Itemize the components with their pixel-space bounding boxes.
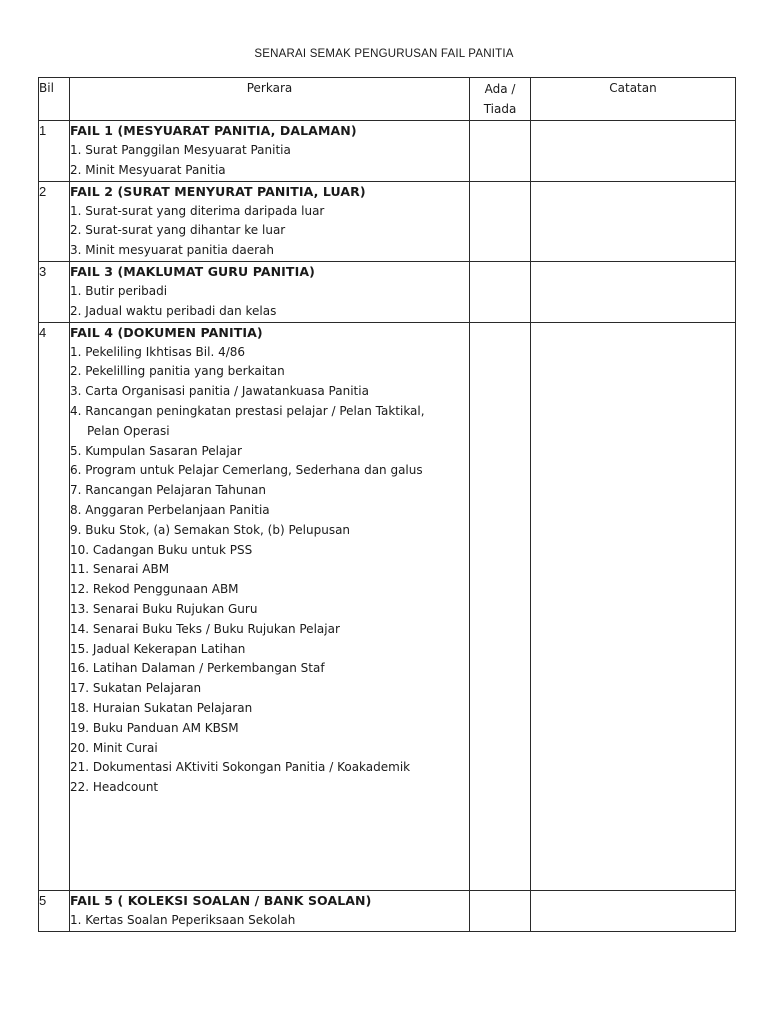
list-item: 1. Butir peribadi xyxy=(70,283,168,298)
header-ada-tiada xyxy=(470,78,531,121)
list-item: 7. Rancangan Pelajaran Tahunan xyxy=(70,483,266,498)
list-item: 1. Kertas Soalan Peperiksaan Sekolah xyxy=(70,912,296,927)
list-item: 8. Anggaran Perbelanjaan Panitia xyxy=(70,502,270,517)
list-item: 2. Minit Mesyuarat Panitia xyxy=(70,162,226,177)
list-item: 18. Huraian Sukatan Pelajaran xyxy=(70,700,253,715)
row-perkara xyxy=(70,181,470,261)
list-item: 12. Rekod Penggunaan ABM xyxy=(70,582,239,597)
catatan-cell[interactable] xyxy=(531,322,736,890)
header-catatan: Catatan xyxy=(531,78,736,121)
ada-tiada-cell[interactable] xyxy=(470,181,531,261)
row-perkara xyxy=(70,890,470,931)
list-item: 22. Headcount xyxy=(70,780,159,795)
document-title: SENARAI SEMAK PENGURUSAN FAIL PANITIA xyxy=(254,48,514,60)
list-item-continuation: Pelan Operasi xyxy=(87,423,170,438)
header-tiada-label: Tiada xyxy=(483,102,517,116)
list-item: 17. Sukatan Pelajaran xyxy=(70,681,202,696)
list-item: 1. Surat-surat yang diterima daripada luar xyxy=(70,203,325,218)
row-number: 1 xyxy=(39,121,70,182)
list-item: 10. Cadangan Buku untuk PSS xyxy=(70,542,253,557)
row-perkara xyxy=(70,261,470,322)
table-row xyxy=(39,890,736,931)
list-item: 19. Buku Panduan AM KBSM xyxy=(70,720,239,735)
list-item: 9. Buku Stok, (a) Semakan Stok, (b) Pelupusan xyxy=(70,522,351,537)
file-title: FAIL 5 ( KOLEKSI SOALAN / BANK SOALAN) xyxy=(70,892,372,908)
row-number: 4 xyxy=(39,322,70,890)
list-item: 16. Latihan Dalaman / Perkembangan Staf xyxy=(70,661,325,676)
list-item: 21. Dokumentasi AKtiviti Sokongan Panitia / Koakademik xyxy=(70,760,411,775)
table-row xyxy=(39,181,736,261)
list-item: 5. Kumpulan Sasaran Pelajar xyxy=(70,443,242,458)
table-row xyxy=(39,322,736,890)
list-item: 3. Minit mesyuarat panitia daerah xyxy=(70,243,274,258)
list-item: 2. Surat-surat yang dihantar ke luar xyxy=(70,223,286,238)
list-item: 15. Jadual Kekerapan Latihan xyxy=(70,641,246,656)
file-title: FAIL 2 (SURAT MENYURAT PANITIA, LUAR) xyxy=(70,183,366,199)
list-item: 2. Jadual waktu peribadi dan kelas xyxy=(70,303,277,318)
file-title: FAIL 3 (MAKLUMAT GURU PANITIA) xyxy=(70,263,315,279)
row-number: 3 xyxy=(39,261,70,322)
catatan-cell[interactable] xyxy=(531,890,736,931)
list-item: 6. Program untuk Pelajar Cemerlang, Sederhana dan galus xyxy=(70,463,423,478)
list-item: 1. Pekeliling Ikhtisas Bil. 4/86 xyxy=(70,344,246,359)
file-title: FAIL 4 (DOKUMEN PANITIA) xyxy=(70,324,263,340)
row-perkara xyxy=(70,121,470,182)
blank-space xyxy=(70,798,469,890)
list-item: 20. Minit Curai xyxy=(70,740,158,755)
table-row xyxy=(39,121,736,182)
header-ada-label: Ada / xyxy=(484,82,516,96)
header-row xyxy=(39,78,736,121)
ada-tiada-cell[interactable] xyxy=(470,261,531,322)
header-perkara: Perkara xyxy=(70,78,470,121)
ada-tiada-cell[interactable] xyxy=(470,121,531,182)
list-item: 11. Senarai ABM xyxy=(70,562,170,577)
row-perkara xyxy=(70,322,470,890)
list-item: 14. Senarai Buku Teks / Buku Rujukan Pelajar xyxy=(70,621,340,636)
catatan-cell[interactable] xyxy=(531,121,736,182)
list-item: 2. Pekelilling panitia yang berkaitan xyxy=(70,364,285,379)
list-item: 1. Surat Panggilan Mesyuarat Panitia xyxy=(70,143,291,157)
list-item: 13. Senarai Buku Rujukan Guru xyxy=(70,601,258,616)
list-item: 4. Rancangan peningkatan prestasi pelajar / Pelan Taktikal, xyxy=(70,403,425,418)
header-bil: Bil xyxy=(39,78,70,121)
catatan-cell[interactable] xyxy=(531,261,736,322)
row-number: 5 xyxy=(39,890,70,931)
list-item: 3. Carta Organisasi panitia / Jawatankuasa Panitia xyxy=(70,384,369,399)
checklist-table xyxy=(38,77,736,932)
catatan-cell[interactable] xyxy=(531,181,736,261)
file-title: FAIL 1 (MESYUARAT PANITIA, DALAMAN) xyxy=(70,123,357,138)
table-row xyxy=(39,261,736,322)
ada-tiada-cell[interactable] xyxy=(470,890,531,931)
row-number: 2 xyxy=(39,181,70,261)
ada-tiada-cell[interactable] xyxy=(470,322,531,890)
